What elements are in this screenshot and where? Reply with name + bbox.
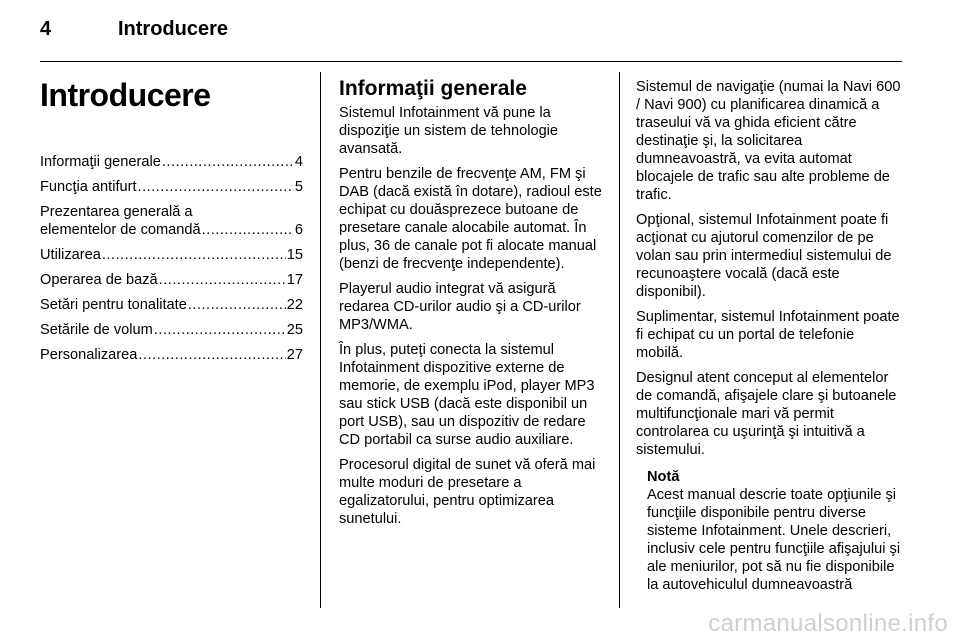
note-text: Acest manual descrie toate opţiunile şi funcţiile disponibile pentru diverse sisteme Infotainment. Unele descrieri, inclusiv cele pentru funcţiile afişajului şi ale meniurilor, pot să nu fie disponibile la autovehiculul dumneavoastră (647, 487, 901, 593)
header-divider (40, 61, 902, 62)
body-column-2 (636, 78, 904, 594)
body-paragraph: În plus, puteţi conecta la sistemul Infotainment dispozitive externe de memorie, de exemplu iPod, player MP3 sau stick USB (dacă este disponibil un port USB), sau un dispozitiv de redare CD portabil ca surse audio auxiliare. (339, 342, 595, 448)
toc-column (40, 70, 303, 371)
toc-entry-label: Informaţii generale (40, 154, 161, 170)
toc-entry-label: elementelor de comandă (40, 222, 201, 238)
body-paragraph: Sistemul de navigaţie (numai la Navi 600 / Navi 900) cu planificarea dinamică a traseului vă va ghida eficient către destinaţie şi, la solicitarea dumneavoastră, va evita automat blocajele de trafic sau alte probleme de trafic. (636, 79, 901, 203)
body-paragraph: Opţional, sistemul Infotainment poate fi acţionat cu ajutorul comenzilor de pe volan sau prin intermediul sistemului de recunoaştere vocală (dacă este disponibil). (636, 212, 892, 300)
toc-leader-dots (162, 153, 294, 171)
toc-entry-label: Setări pentru tonalitate (40, 297, 187, 313)
header-title: Introducere (118, 18, 229, 40)
toc-leader-dots (138, 346, 285, 364)
toc-entry[interactable] (40, 271, 303, 289)
toc-leader-dots (188, 296, 286, 314)
toc-leader-dots (159, 271, 286, 289)
toc-entry-label: Setările de volum (40, 322, 153, 338)
toc-entry[interactable] (40, 246, 303, 264)
note-box (647, 468, 904, 594)
toc-leader-dots (154, 321, 286, 339)
body-paragraph: Pentru benzile de frecvenţe AM, FM şi DAB (dacă există în dotare), radioul este echipat cu douăsprezece butoane de presetare canale alocabile automat. În plus, 36 de canale pot fi alocate manual (benzi de frecvenţe independente). (339, 166, 602, 272)
chapter-title: Introducere (40, 77, 211, 113)
body-paragraph: Suplimentar, sistemul Infotainment poate fi echipat cu un portal de telefonie mobilă. (636, 309, 900, 361)
footer-watermark: carmanualsonline.info (708, 610, 948, 637)
table-of-contents (40, 153, 303, 364)
toc-entry-page: 4 (294, 154, 303, 170)
toc-entry[interactable] (40, 346, 303, 364)
toc-entry[interactable] (40, 178, 303, 196)
toc-entry-page: 17 (286, 272, 303, 288)
toc-entry-page: 6 (294, 222, 303, 238)
body-paragraph: Procesorul digital de sunet vă oferă mai multe moduri de presetare a egalizatorului, pentru optimizarea sunetului. (339, 457, 596, 527)
page-number: 4 (40, 18, 52, 40)
toc-entry-page: 15 (286, 247, 303, 263)
toc-leader-dots (202, 221, 294, 239)
toc-entry[interactable] (40, 153, 303, 171)
toc-entry-label: Personalizarea (40, 347, 138, 363)
toc-entry-label: Funcţia antifurt (40, 179, 137, 195)
body-paragraph: Sistemul Infotainment vă pune la dispoziţie un sistem de tehnologie avansată. (339, 105, 559, 157)
section-title: Informaţii generale (339, 77, 527, 100)
body-paragraph: Designul atent conceput al elementelor de comandă, afişajele clare şi butoanele multifuncţionale mari vă permit controlarea cu uşurinţă şi intuitivă a sistemului. (636, 370, 897, 458)
note-label: Notă (647, 469, 680, 485)
page-header (40, 14, 902, 44)
toc-leader-dots (102, 246, 286, 264)
toc-entry-page: 5 (294, 179, 303, 195)
toc-entry[interactable] (40, 321, 303, 339)
column-divider-1 (320, 72, 321, 608)
toc-entry[interactable] (40, 203, 303, 239)
toc-entry-label: Utilizarea (40, 247, 101, 263)
toc-leader-dots (138, 178, 294, 196)
body-column-1 (339, 70, 605, 535)
toc-entry-page: 25 (286, 322, 303, 338)
toc-entry-page: 27 (286, 347, 303, 363)
column-divider-2 (619, 72, 620, 608)
body-paragraph: Playerul audio integrat vă asigură redarea CD-urilor audio şi a CD-urilor MP3/WMA. (339, 281, 581, 333)
toc-entry-page: 22 (286, 297, 303, 313)
toc-entry-label: Operarea de bază (40, 272, 158, 288)
toc-entry-label-line1: Prezentarea generală a (40, 204, 193, 220)
toc-entry[interactable] (40, 296, 303, 314)
